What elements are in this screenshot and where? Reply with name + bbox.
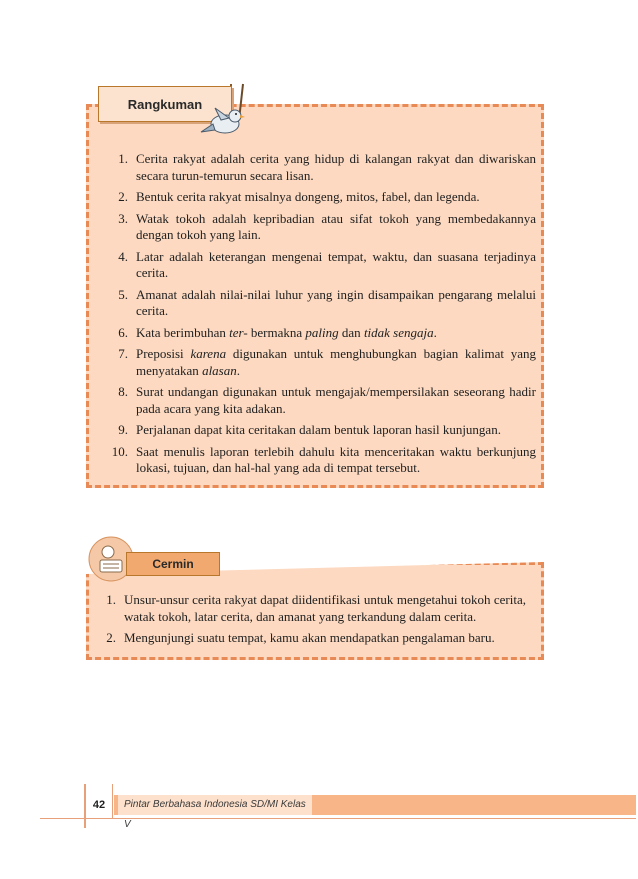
rangkuman-list	[104, 151, 536, 482]
list-item: 7. Preposisi karena digunakan untuk menghubungkan bagian kalimat yang menyatakan alasan.	[118, 346, 537, 378]
list-item: 2. Mengunjungi suatu tempat, kamu akan mendapatkan pengalaman baru.	[106, 630, 495, 645]
bird-icon	[195, 80, 255, 146]
list-item: 4. Latar adalah keterangan mengenai tempat, waktu, dan suasana terjadinya cerita.	[118, 248, 536, 280]
page-number: 42	[92, 799, 106, 811]
list-item: 10. Saat menulis laporan terlebih dahulu kita menceritakan waktu berkunjung lokasi, tujuan, dan hal-hal yang ada di tempat tersebut.	[111, 443, 536, 475]
list-item-text: Kata berimbuhan ter- bermakna paling dan tidak sengaja.	[136, 324, 437, 340]
list-item: 9. Perjalanan dapat kita ceritakan dalam bentuk laporan hasil kunjungan.	[118, 422, 501, 437]
list-item-text: Preposisi karena digunakan untuk menghubungkan bagian kalimat yang menyatakan alasan.	[136, 346, 537, 378]
list-item: 1. Cerita rakyat adalah cerita yang hidup di kalangan rakyat dan diwariskan secara turun-temurun secara lisan.	[118, 151, 536, 183]
book-title: Pintar Berbahasa Indonesia SD/MI Kelas V	[118, 795, 312, 815]
list-item: 3. Watak tokoh adalah kepribadian atau sifat tokoh yang membedakannya dengan tokoh yang lain.	[118, 210, 536, 242]
list-item: 6. Kata berimbuhan ter- bermakna paling dan tidak sengaja.	[104, 325, 536, 342]
footer-divider	[112, 784, 113, 818]
cermin-list	[86, 592, 526, 652]
list-item: 1. Unsur-unsur cerita rakyat dapat diidentifikasi untuk mengetahui tokoh cerita, watak tokoh, latar cerita, dan amanat yang terkandung dalam cerita.	[106, 592, 526, 624]
rangkuman-title: Rangkuman	[98, 86, 232, 122]
list-item: 2. Bentuk cerita rakyat misalnya dongeng, mitos, fabel, dan legenda.	[118, 189, 480, 204]
cermin-title: Cermin	[126, 552, 220, 576]
list-item: 5. Amanat adalah nilai-nilai luhur yang ingin disampaikan pengarang melalui cerita.	[118, 286, 536, 318]
list-item: 8. Surat undangan digunakan untuk mengajak/mempersilakan seseorang hadir pada acara yang kita adakan.	[118, 384, 536, 416]
